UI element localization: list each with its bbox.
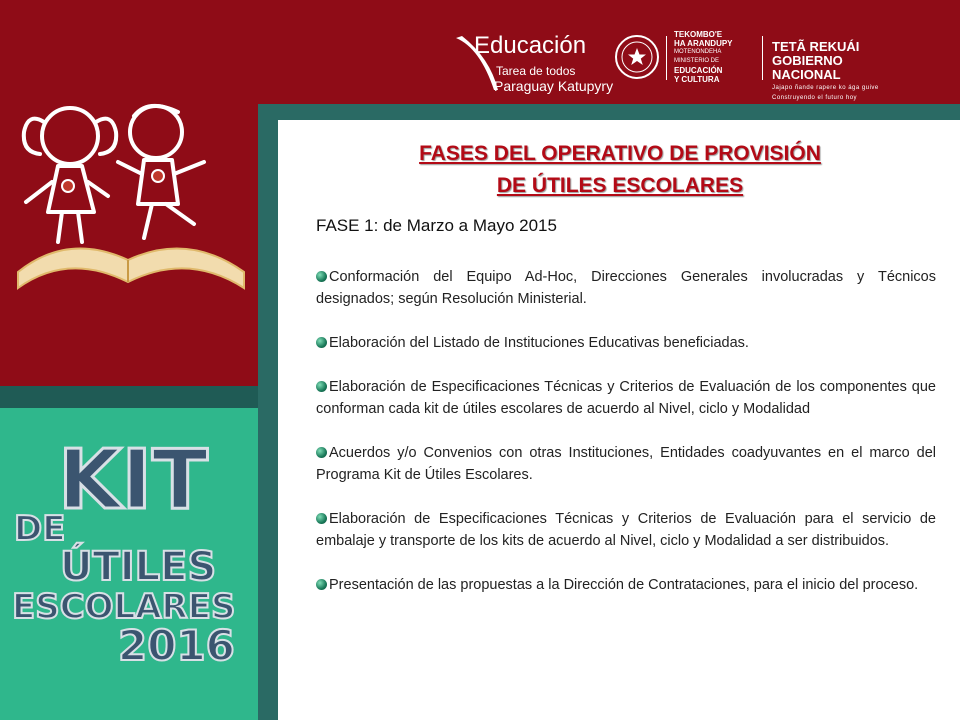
header-divider-2 (762, 36, 763, 80)
government-slogan2: Construyendo el futuro hoy (772, 95, 858, 101)
kit-line3: ÚTILES (60, 544, 217, 590)
ministry-line6: Y CULTURA (674, 75, 720, 84)
list-item-text: Presentación de las propuestas a la Dirección de Contrataciones, para el inicio del proceso. (329, 577, 919, 593)
bullet-icon (316, 271, 327, 282)
children-reading-illustration (8, 92, 248, 292)
government-line1: TETÃ REKUÁI (772, 39, 860, 54)
phase-heading: FASE 1: de Marzo a Mayo 2015 (316, 216, 557, 235)
list-item (316, 266, 936, 310)
ministry-line4: MINISTERIO DE (674, 58, 720, 64)
ministry-logo (674, 30, 754, 84)
ministry-line5: EDUCACIÓN (674, 66, 723, 75)
education-logo-title: Educación (474, 32, 587, 59)
education-logo (450, 22, 620, 102)
bullet-icon (316, 513, 327, 524)
kit-line1: KIT (58, 433, 208, 528)
bullet-icon (316, 579, 327, 590)
page-title-line1: FASES DEL OPERATIVO DE PROVISIÓN (419, 142, 821, 165)
kit-line2: DE (14, 509, 66, 549)
kit-line5: 2016 (118, 621, 235, 670)
ministry-line1: TEKOMBO'E (674, 30, 723, 39)
list-item-text: Elaboración de Especificaciones Técnicas y Criterios de Evaluación para el servicio de embalaje y transporte de los kits de acuerdo al Nivel, ciclo y Modalidad a ser distribuidos. (316, 511, 936, 549)
list-item (316, 574, 936, 596)
government-slogan1: Jajapo ñande rapere ko ága guive (772, 85, 879, 91)
list-item-text: Acuerdos y/o Convenios con otras Instituciones, Entidades coadyuvantes en el marco del Programa Kit de Útiles Escolares. (316, 445, 936, 483)
government-logo (772, 40, 912, 102)
kit-line4: ESCOLARES (12, 587, 236, 627)
list-item (316, 442, 936, 486)
national-seal-icon (614, 34, 660, 80)
list-item-text: Conformación del Equipo Ad-Hoc, Direcciones Generales involucradas y Técnicos designados; según Resolución Ministerial. (316, 269, 936, 307)
page-title (290, 138, 950, 202)
government-line2: GOBIERNO NACIONAL (772, 53, 843, 82)
list-item-text: Elaboración del Listado de Instituciones Educativas beneficiadas. (329, 335, 749, 351)
kit-de-utiles-escolares-2016-title (0, 408, 258, 720)
bullet-icon (316, 447, 327, 458)
list-item (316, 332, 936, 354)
bullet-icon (316, 381, 327, 392)
page-title-line2: DE ÚTILES ESCOLARES (496, 174, 744, 197)
bullet-list (316, 266, 936, 618)
education-logo-tagline: Paraguay Katupyry (494, 78, 614, 94)
ministry-line2: HA ARANDUPY (674, 39, 733, 48)
header-divider (666, 36, 667, 80)
ministry-line3: MOTENONDEHA (674, 49, 722, 55)
list-item (316, 376, 936, 420)
education-logo-subtitle: Tarea de todos (496, 64, 576, 78)
list-item-text: Elaboración de Especificaciones Técnicas y Criterios de Evaluación de los componentes que conforman cada kit de útiles escolares de acuerdo al Nivel, ciclo y Modalidad (316, 379, 936, 417)
list-item (316, 508, 936, 552)
bullet-icon (316, 337, 327, 348)
